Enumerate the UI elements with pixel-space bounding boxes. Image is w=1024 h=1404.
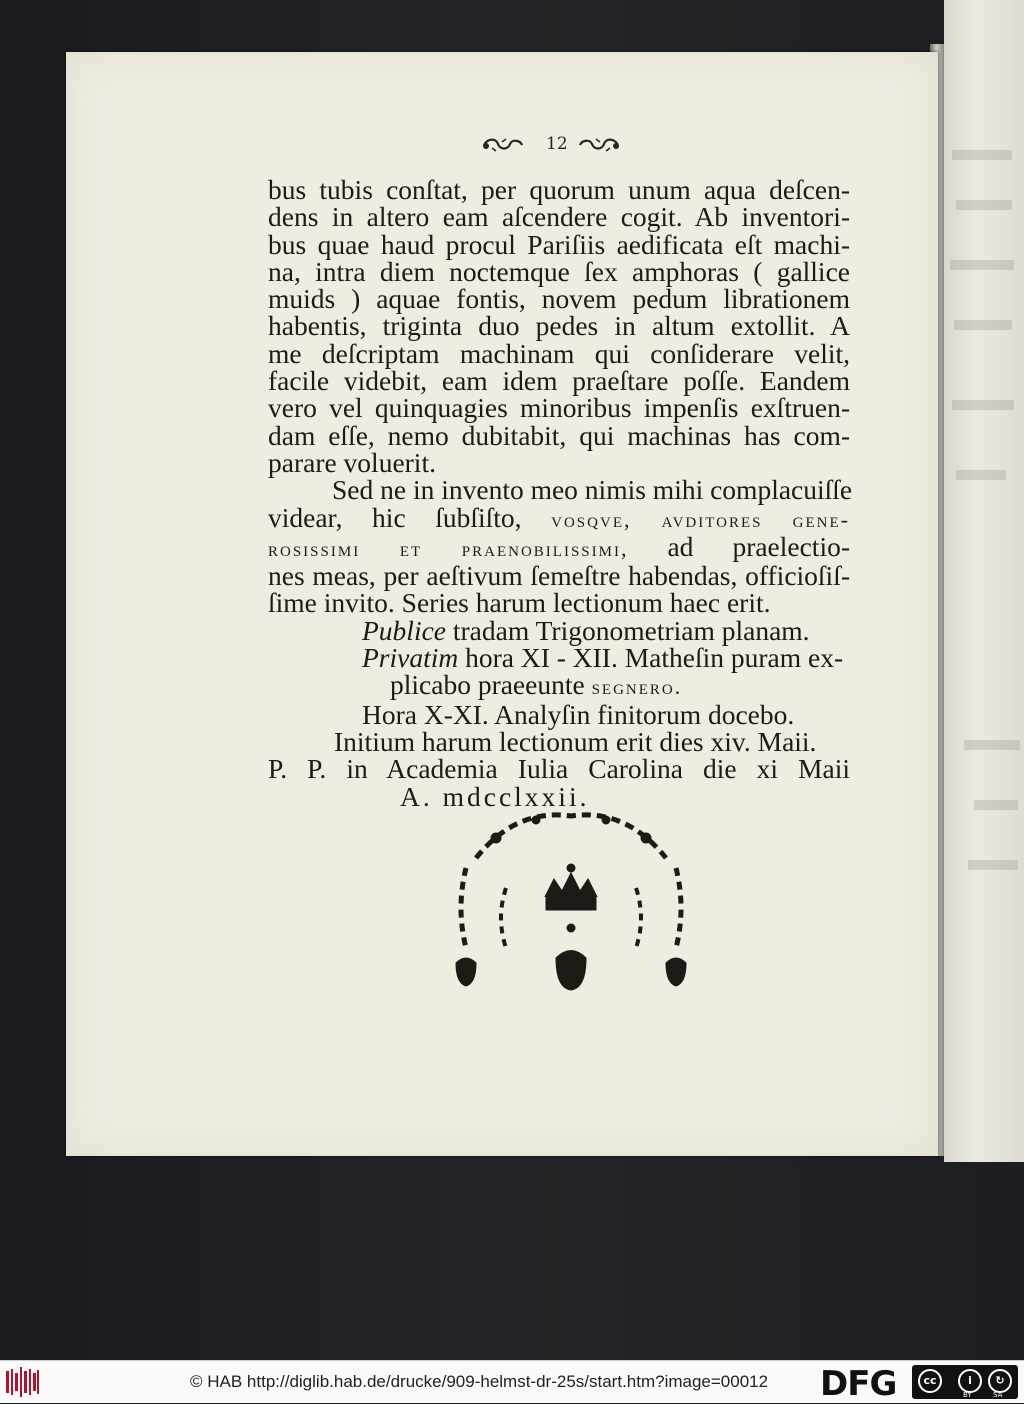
- license-sa-label: SA: [993, 1391, 1003, 1399]
- text-line: me deſcriptam machinam qui conſiderare velit,: [268, 337, 850, 369]
- page-number: 12: [546, 134, 568, 154]
- by-person-icon: i: [958, 1369, 982, 1393]
- dfg-logo: DFG: [820, 1364, 897, 1404]
- schedule-publice: Publice tradam Trigonometriam planam.: [362, 614, 810, 646]
- sa-share-icon: ↻: [988, 1369, 1012, 1393]
- left-header-ornament-icon: [480, 136, 526, 154]
- body-text: [268, 174, 853, 812]
- right-header-ornament-icon: [576, 136, 622, 154]
- adjacent-page: [944, 0, 1024, 1162]
- text-line: videar, hic ſubſiſto, vosqve, avditores gene-: [268, 501, 850, 533]
- cc-icon: cc: [918, 1369, 942, 1393]
- text-line: bus tubis conſtat, per quorum unum aqua deſcen-: [268, 174, 850, 205]
- text-line: muids ) aquae fontis, novem pedum librationem: [268, 283, 850, 315]
- crown-vignette-ornament-icon: [436, 798, 706, 998]
- closing-line: P. P. in Academia Iulia Carolina die xi Maii: [268, 753, 850, 785]
- schedule-hora: Hora X-XI. Analyſin finitorum docebo.: [362, 698, 795, 730]
- schedule-privatim: Privatim hora XI - XII. Matheſin puram ex-: [362, 642, 844, 674]
- text-line: vero vel quinquagies minoribus impenſis exſtruen-: [268, 392, 850, 424]
- text-line: bus quae haud procul Pariſiis aedificata eſt machi-: [268, 228, 850, 260]
- text-line: nes meas, per aeſtivum ſemeſtre habendas, officioſiſ-: [268, 560, 850, 592]
- page-header: [480, 134, 630, 158]
- schedule-privatim-cont: plicabo praeeunte segnero.: [390, 669, 683, 701]
- license-by-label: BY: [963, 1391, 972, 1399]
- text-line: facile videbit, eam idem praeſtare poſſe. Eandem: [268, 365, 850, 397]
- text-line: Sed ne in invento meo nimis mihi complacuiſſe: [332, 474, 853, 506]
- schedule-initium: Initium harum lectionum erit dies xiv. Maii.: [334, 725, 817, 757]
- text-line: rosissimi et praenobilissimi, ad praelectio-: [268, 530, 850, 562]
- source-url[interactable]: © HAB http://diglib.hab.de/drucke/909-helmst-dr-25s/start.htm?image=00012: [190, 1372, 769, 1391]
- text-line: parare voluerit.: [268, 446, 436, 478]
- text-line: ſime invito. Series harum lectionum haec erit.: [268, 587, 771, 619]
- cc-license-badge[interactable]: [912, 1365, 1018, 1399]
- text-line: dam eſſe, nemo dubitabit, qui machinas has com-: [268, 419, 850, 451]
- text-line: na, intra diem noctemque ſex amphoras ( gallice: [268, 255, 850, 287]
- hab-barcode-logo-icon: [6, 1367, 40, 1397]
- footer-bar: [0, 1360, 1024, 1403]
- closing-date: A. mdcclxxii.: [400, 780, 590, 812]
- text-line: habentis, triginta duo pedes in altum extollit. A: [268, 310, 850, 342]
- text-line: dens in altero eam aſcendere cogit. Ab inventori-: [268, 201, 850, 233]
